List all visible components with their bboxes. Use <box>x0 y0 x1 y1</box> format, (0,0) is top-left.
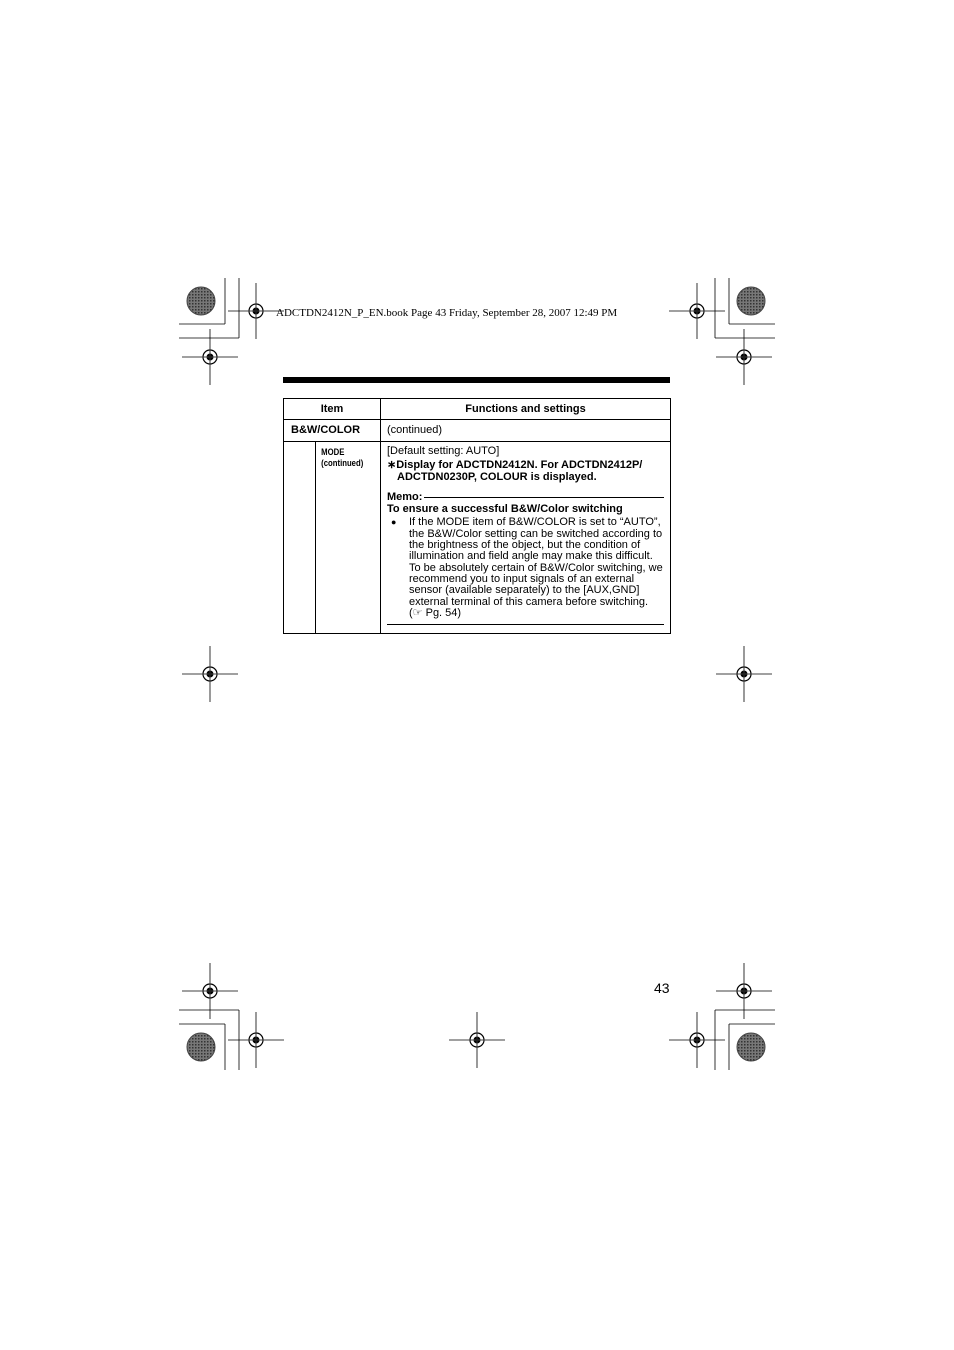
memo-label: Memo: <box>387 490 423 503</box>
page-number: 43 <box>654 980 670 996</box>
sub-item-continued-label: (continued) <box>321 458 364 468</box>
book-header-line: ADCTDN2412N_P_EN.book Page 43 Friday, September 28, 2007 12:49 PM <box>276 307 618 319</box>
sub-item-mode-label: MODE <box>321 447 345 457</box>
description-cell <box>381 442 671 634</box>
table-row <box>284 442 671 634</box>
star-target-top-right <box>737 287 765 315</box>
default-setting: [Default setting: AUTO] <box>387 445 500 457</box>
asterisk-icon: ∗ <box>387 459 397 472</box>
registration-mark <box>716 646 772 702</box>
settings-table <box>283 398 671 634</box>
indent-cell <box>284 442 316 634</box>
bullet-text <box>409 517 664 619</box>
table-row <box>284 420 671 442</box>
display-note <box>387 460 664 483</box>
registration-mark <box>182 646 238 702</box>
column-header-item: Item <box>284 399 381 420</box>
registration-mark <box>228 1012 284 1068</box>
registration-mark <box>669 1012 725 1068</box>
registration-mark <box>716 963 772 1019</box>
star-target-top-left <box>187 287 215 315</box>
sub-item-mode <box>316 442 371 469</box>
memo-rule <box>424 497 664 498</box>
registration-mark <box>716 329 772 385</box>
memo-bottom-rule <box>387 624 664 625</box>
star-target-bottom-left <box>187 1033 215 1061</box>
reference-icon: ☞ <box>412 606 423 619</box>
registration-mark <box>182 329 238 385</box>
bullet-icon: ● <box>391 517 397 528</box>
memo-title: To ensure a successful B&W/Color switching <box>387 503 623 516</box>
bullet-body: If the MODE item of B&W/COLOR is set to “AUTO”, the B&W/Color setting can be switched according to the brightness of the object, but the condition of illumination and field angle may make this difficult. To be absolutely certain of B&W/Color switching, we recommend you to input signals of an external sensor (available separately) to the [AUX,GND] external terminal of this camera before switching. ( <box>409 516 663 619</box>
sub-item-cell <box>316 442 381 634</box>
continued-label: (continued) <box>381 420 671 442</box>
page-reference: Pg. 54) <box>422 606 462 619</box>
memo-heading <box>387 492 664 503</box>
column-header-functions: Functions and settings <box>381 399 671 420</box>
item-bw-color: B&W/COLOR <box>284 420 381 442</box>
star-target-bottom-right <box>737 1033 765 1061</box>
display-note-text: Display for ADCTDN2412N. For ADCTDN2412P/ ADCTDN0230P, COLOUR is displayed. <box>396 459 643 483</box>
top-rule-bar <box>283 377 670 383</box>
table-header-row <box>284 399 671 420</box>
registration-mark <box>669 283 725 339</box>
list-item <box>387 517 664 619</box>
registration-mark <box>449 1012 505 1068</box>
registration-mark <box>182 963 238 1019</box>
crop-marks <box>179 278 775 1070</box>
